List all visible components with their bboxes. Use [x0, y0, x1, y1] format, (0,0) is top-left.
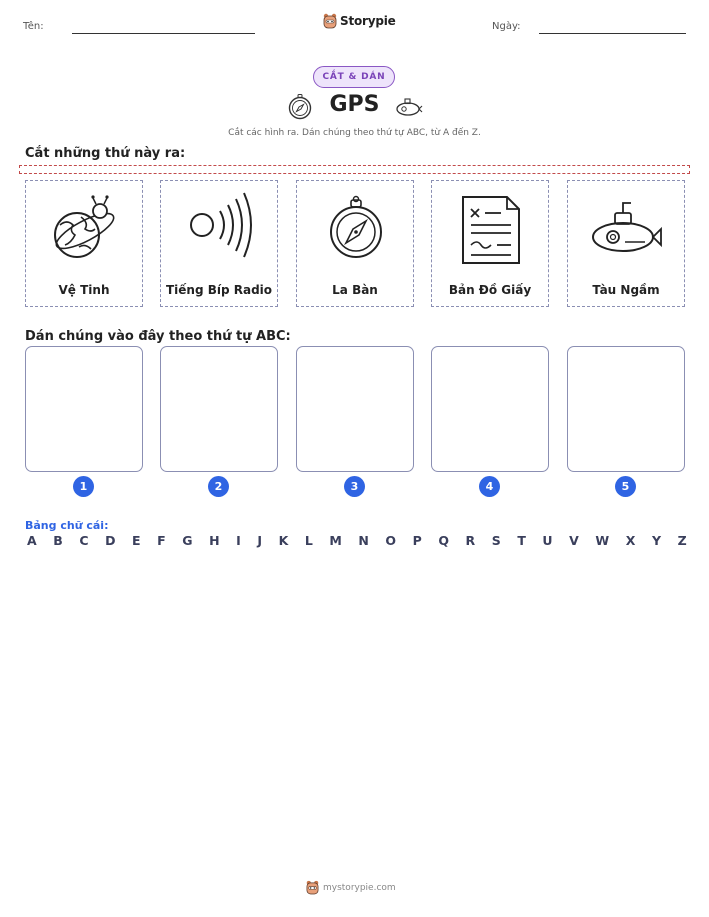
alphabet-letter: T	[517, 533, 526, 548]
date-label: Ngày:	[492, 21, 521, 32]
alphabet-letter: J	[257, 533, 262, 548]
paper-document-icon	[451, 189, 531, 269]
alphabet-title: Bảng chữ cái:	[25, 519, 109, 532]
storypie-mascot-icon	[306, 880, 319, 895]
order-number-4: 4	[479, 476, 500, 497]
alphabet-letter: G	[182, 533, 193, 548]
alphabet-letter: U	[542, 533, 553, 548]
alphabet-letter: Z	[677, 533, 687, 548]
order-number-1: 1	[73, 476, 94, 497]
cut-card-4[interactable]	[431, 180, 549, 307]
cut-line	[19, 165, 690, 174]
instructions: Cắt các hình ra. Dán chúng theo thứ tự ABC, từ A đến Z.	[228, 128, 481, 138]
alphabet-letter: R	[465, 533, 476, 548]
alphabet-letter: C	[79, 533, 89, 548]
cut-card-label: Vệ Tinh	[58, 283, 110, 297]
alphabet-row	[27, 533, 687, 548]
cut-card-5[interactable]	[567, 180, 685, 307]
alphabet-letter: Y	[651, 533, 661, 548]
date-line	[539, 33, 686, 34]
alphabet-letter: B	[53, 533, 63, 548]
order-number-3: 3	[344, 476, 365, 497]
alphabet-letter: D	[105, 533, 116, 548]
alphabet-letter: O	[385, 533, 397, 548]
paste-box-5[interactable]	[567, 346, 685, 472]
cut-card-1[interactable]	[25, 180, 143, 307]
name-label: Tên:	[23, 21, 44, 32]
paste-box-3[interactable]	[296, 346, 414, 472]
order-number-5: 5	[615, 476, 636, 497]
paste-heading: Dán chúng vào đây theo thứ tự ABC:	[25, 329, 291, 344]
brand-name: Storypie	[340, 14, 396, 28]
paste-box-2[interactable]	[160, 346, 278, 472]
paste-box-4[interactable]	[431, 346, 549, 472]
cut-card-label: Tiếng Bíp Radio	[165, 283, 273, 297]
activity-badge: CẮT & DÁN	[313, 66, 395, 88]
footer-site[interactable]: mystorypie.com	[323, 882, 396, 893]
alphabet-letter: F	[157, 533, 166, 548]
cut-card-label: Bản Đồ Giấy	[448, 283, 532, 297]
alphabet-letter: M	[329, 533, 342, 548]
submarine-icon	[394, 96, 424, 118]
storypie-mascot-icon	[323, 13, 337, 29]
radio-wave-icon	[180, 189, 260, 269]
name-line	[72, 33, 255, 34]
alphabet-letter: X	[625, 533, 636, 548]
alphabet-letter: A	[27, 533, 37, 548]
planet-satellite-icon	[45, 189, 125, 269]
alphabet-letter: L	[304, 533, 313, 548]
compass-icon	[316, 189, 396, 269]
alphabet-letter: E	[132, 533, 141, 548]
cut-heading: Cắt những thứ này ra:	[25, 146, 186, 161]
cut-card-2[interactable]	[160, 180, 278, 307]
page-title: GPS	[329, 92, 380, 117]
alphabet-letter: V	[569, 533, 579, 548]
cut-card-3[interactable]	[296, 180, 414, 307]
cut-card-label: La Bàn	[332, 283, 378, 297]
alphabet-letter: P	[412, 533, 422, 548]
alphabet-letter: I	[236, 533, 241, 548]
footer	[306, 880, 396, 895]
submarine-icon	[587, 189, 667, 269]
cut-card-label: Tàu Ngầm	[592, 283, 660, 297]
alphabet-letter: N	[358, 533, 369, 548]
paste-box-1[interactable]	[25, 346, 143, 472]
alphabet-letter: H	[209, 533, 220, 548]
alphabet-letter: W	[595, 533, 610, 548]
storypie-logo	[323, 13, 396, 29]
alphabet-letter: S	[491, 533, 501, 548]
alphabet-letter: K	[278, 533, 289, 548]
alphabet-letter: Q	[438, 533, 449, 548]
order-number-2: 2	[208, 476, 229, 497]
